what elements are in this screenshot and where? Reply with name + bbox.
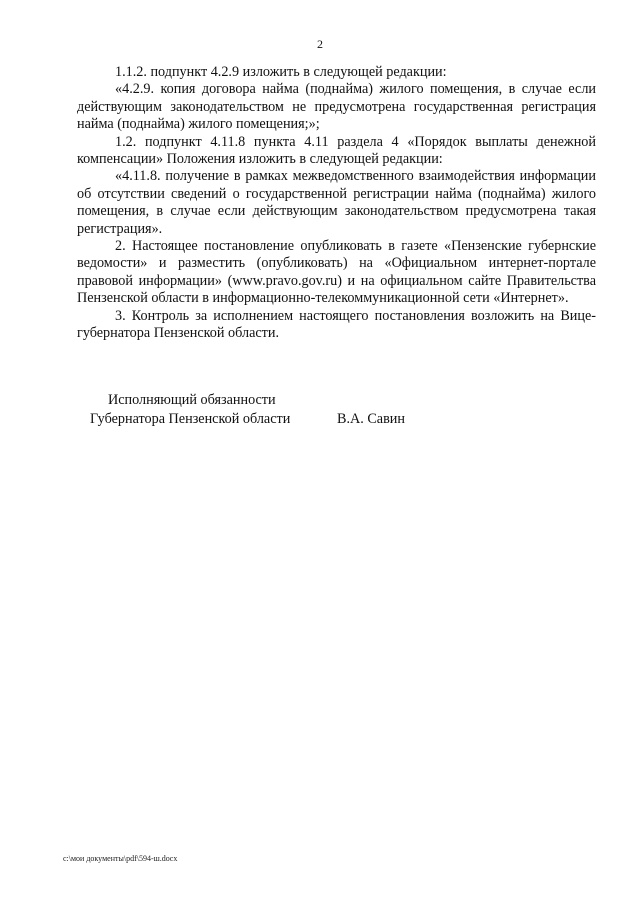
- footer-file-path: c:\мои документы\pdf\594-ш.docx: [63, 854, 178, 863]
- paragraph-3-control: 3. Контроль за исполнением настоящего постановления возложить на Вице-губернатора Пензенской области.: [77, 307, 596, 342]
- paragraph-1-1-2: 1.1.2. подпункт 4.2.9 изложить в следующей редакции:: [115, 64, 447, 80]
- document-body: [77, 64, 596, 343]
- paragraph-4-11-8-quote: «4.11.8. получение в рамках межведомственного взаимодействия информации об отсутствии сведений о государственной регистрации найма (поднайма) жилого помещения, в случае если действующим законодательством предусмотрена такая регистрация».: [77, 168, 596, 237]
- signatory-position-line-2: Губернатора Пензенской области: [90, 411, 291, 427]
- page-number: 2: [317, 37, 323, 51]
- paragraph-1-2: 1.2. подпункт 4.11.8 пункта 4.11 раздела 4 «Порядок выплаты денежной компенсации» Положения изложить в следующей редакции:: [77, 133, 596, 168]
- paragraph-4-2-9-quote: «4.2.9. копия договора найма (поднайма) жилого помещения, в случае если действующим законодательством не предусмотрена государственная регистрация найма (поднайма) жилого помещения;»;: [77, 81, 596, 133]
- signatory-name: В.А. Савин: [337, 411, 405, 427]
- signatory-position-line-1: Исполняющий обязанности: [108, 392, 276, 408]
- paragraph-2-publication: 2. Настоящее постановление опубликовать в газете «Пензенские губернские ведомости» и разместить (опубликовать) на «Официальном интернет-портале правовой информации» (www.pravo.gov.ru) и на официальном сайте Правительства Пензенской области в информационно-телекоммуникационной сети «Интернет».: [77, 238, 596, 307]
